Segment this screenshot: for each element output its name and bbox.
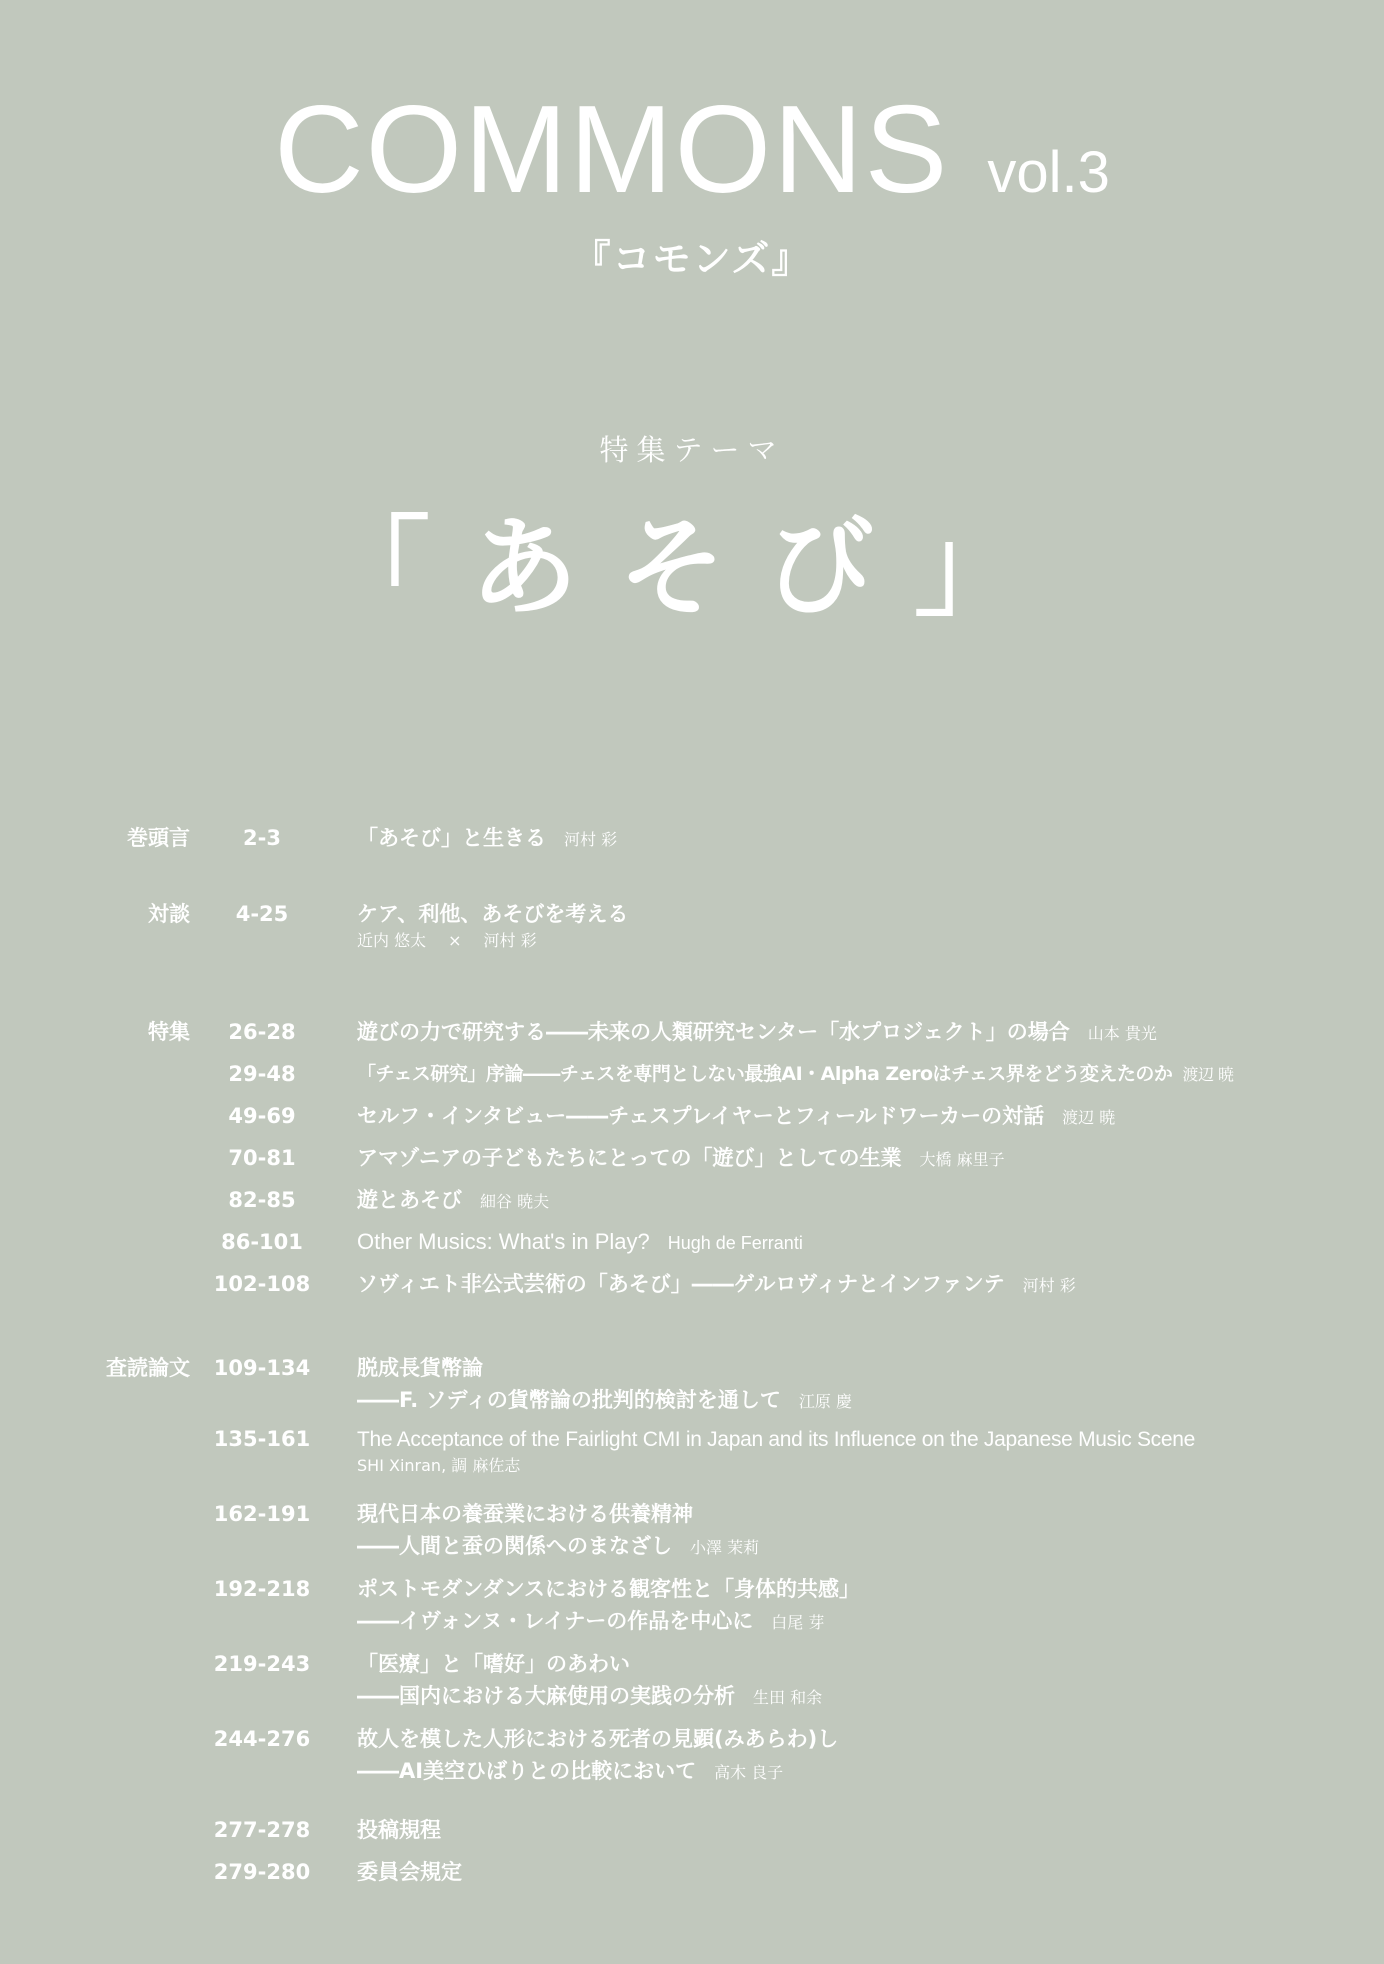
- entry-title: 委員会規定: [357, 1860, 462, 1884]
- entry-author: 大橋 麻里子: [919, 1150, 1005, 1169]
- entry-subtitle: ――F. ソディの貨幣論の批判的検討を通して: [357, 1388, 781, 1412]
- entry-title: ソヴィエト非公式芸術の「あそび」――ゲルロヴィナとインファンテ: [357, 1272, 1005, 1296]
- page-range: 277-278: [213, 1818, 311, 1842]
- page-range: 109-134: [213, 1356, 311, 1380]
- toc-entry: [357, 1354, 1367, 1414]
- toc-entry: [357, 1060, 1367, 1088]
- section-label: 巻頭言: [127, 826, 190, 850]
- page-range: 49-69: [228, 1104, 296, 1128]
- page-range: 4-25: [235, 902, 289, 926]
- entry-title: 「あそび」と生きる: [357, 826, 546, 850]
- entry-title: 「医療」と「嗜好」のあわい: [357, 1652, 630, 1676]
- magazine-title: COMMONS: [274, 81, 950, 219]
- entry-author: 生田 和余: [753, 1688, 823, 1707]
- entry-subtitle: ――国内における大麻使用の実践の分析: [357, 1684, 735, 1708]
- page-range: 70-81: [228, 1146, 296, 1170]
- page-range: 162-191: [213, 1502, 311, 1526]
- page-range: 244-276: [213, 1727, 311, 1751]
- speaker-name: 河村 彩: [483, 931, 537, 950]
- entry-title: 現代日本の養蚕業における供養精神: [357, 1502, 693, 1526]
- page-range: 26-28: [228, 1020, 296, 1044]
- entry-author: 小澤 茉莉: [690, 1538, 760, 1557]
- entry-subtitle: ――人間と蚕の関係へのまなざし: [357, 1534, 672, 1558]
- entry-title: 脱成長貨幣論: [357, 1356, 483, 1380]
- toc-entry: [357, 1650, 1367, 1710]
- page-range: 86-101: [221, 1230, 303, 1254]
- cross-mark: ×: [448, 931, 462, 950]
- page-range: 135-161: [213, 1427, 311, 1451]
- page-range: 192-218: [213, 1577, 311, 1601]
- entry-title: 投稿規程: [357, 1818, 441, 1842]
- toc-entry: [357, 1228, 1367, 1256]
- entry-author: 細谷 暁夫: [480, 1192, 550, 1211]
- page-range: 102-108: [213, 1272, 311, 1296]
- entry-title: ケア、利他、あそびを考える: [357, 902, 629, 926]
- toc-entry: [357, 1816, 1367, 1844]
- speaker-name: 近内 悠太: [357, 931, 427, 950]
- entry-author: 河村 彩: [1022, 1276, 1076, 1295]
- section-label: 査読論文: [106, 1356, 190, 1380]
- entry-byline: [357, 930, 1367, 952]
- entry-subtitle: ――イヴォンヌ・レイナーの作品を中心に: [357, 1609, 754, 1633]
- toc-entry: [357, 900, 1367, 952]
- entry-author: 江原 慶: [798, 1392, 852, 1411]
- entry-title: The Acceptance of the Fairlight CMI in Japan and its Influence on the Japanese Music Scene: [357, 1428, 1196, 1451]
- toc-entry: [357, 1425, 1367, 1477]
- entry-title: 遊びの力で研究する――未来の人類研究センター「水プロジェクト」の場合: [357, 1020, 1070, 1044]
- section-label: 特集: [148, 1020, 190, 1044]
- entry-author: 渡辺 暁: [1062, 1108, 1116, 1127]
- theme-label: 特集テーマ: [599, 433, 785, 467]
- entry-title: セルフ・インタビュー――チェスプレイヤーとフィールドワーカーの対話: [357, 1104, 1045, 1128]
- toc-entry: [357, 1725, 1367, 1785]
- section-label: 対談: [148, 902, 190, 926]
- page-range: 279-280: [213, 1860, 311, 1884]
- toc-entry: [357, 1858, 1367, 1886]
- entry-title: 「チェス研究」序論――チェスを専門としない最強AI・Alpha Zeroはチェス界をどう変えたのか: [357, 1063, 1173, 1085]
- toc-entry: [357, 824, 1367, 852]
- entry-author: 渡辺 暁: [1182, 1065, 1234, 1084]
- volume-number: vol.3: [987, 140, 1110, 205]
- toc-entry: [357, 1186, 1367, 1214]
- toc-entry: [357, 1500, 1367, 1560]
- entry-author: 山本 貴光: [1087, 1024, 1157, 1043]
- entry-title: ポストモダンダンスにおける観客性と「身体的共感」: [357, 1577, 860, 1601]
- entry-subtitle: ――AI美空ひばりとの比較において: [357, 1759, 697, 1783]
- page-range: 82-85: [228, 1188, 296, 1212]
- toc-entry: [357, 1270, 1367, 1298]
- magazine-subtitle: 『コモンズ』: [572, 237, 812, 281]
- entry-title: アマゾニアの子どもたちにとっての「遊び」としての生業: [357, 1146, 902, 1170]
- page-range: 29-48: [228, 1062, 296, 1086]
- toc-entry: [357, 1018, 1367, 1046]
- entry-author: 高木 良子: [714, 1763, 784, 1782]
- page-range: 2-3: [243, 826, 281, 850]
- entry-title: 故人を模した人形における死者の見顕(みあらわ)し: [357, 1727, 839, 1751]
- entry-author: 河村 彩: [564, 830, 618, 849]
- entry-author: Hugh de Ferranti: [667, 1233, 803, 1253]
- theme-title: 「あそび」: [321, 506, 1062, 631]
- entry-title: Other Musics: What's in Play?: [357, 1229, 650, 1254]
- toc-entry: [357, 1102, 1367, 1130]
- toc-entry: [357, 1144, 1367, 1172]
- page-range: 219-243: [213, 1652, 311, 1676]
- entry-title: 遊とあそび: [357, 1188, 462, 1212]
- entry-author: 白尾 芽: [771, 1613, 825, 1632]
- toc-entry: [357, 1575, 1367, 1635]
- entry-author: SHI Xinran, 調 麻佐志: [357, 1456, 521, 1475]
